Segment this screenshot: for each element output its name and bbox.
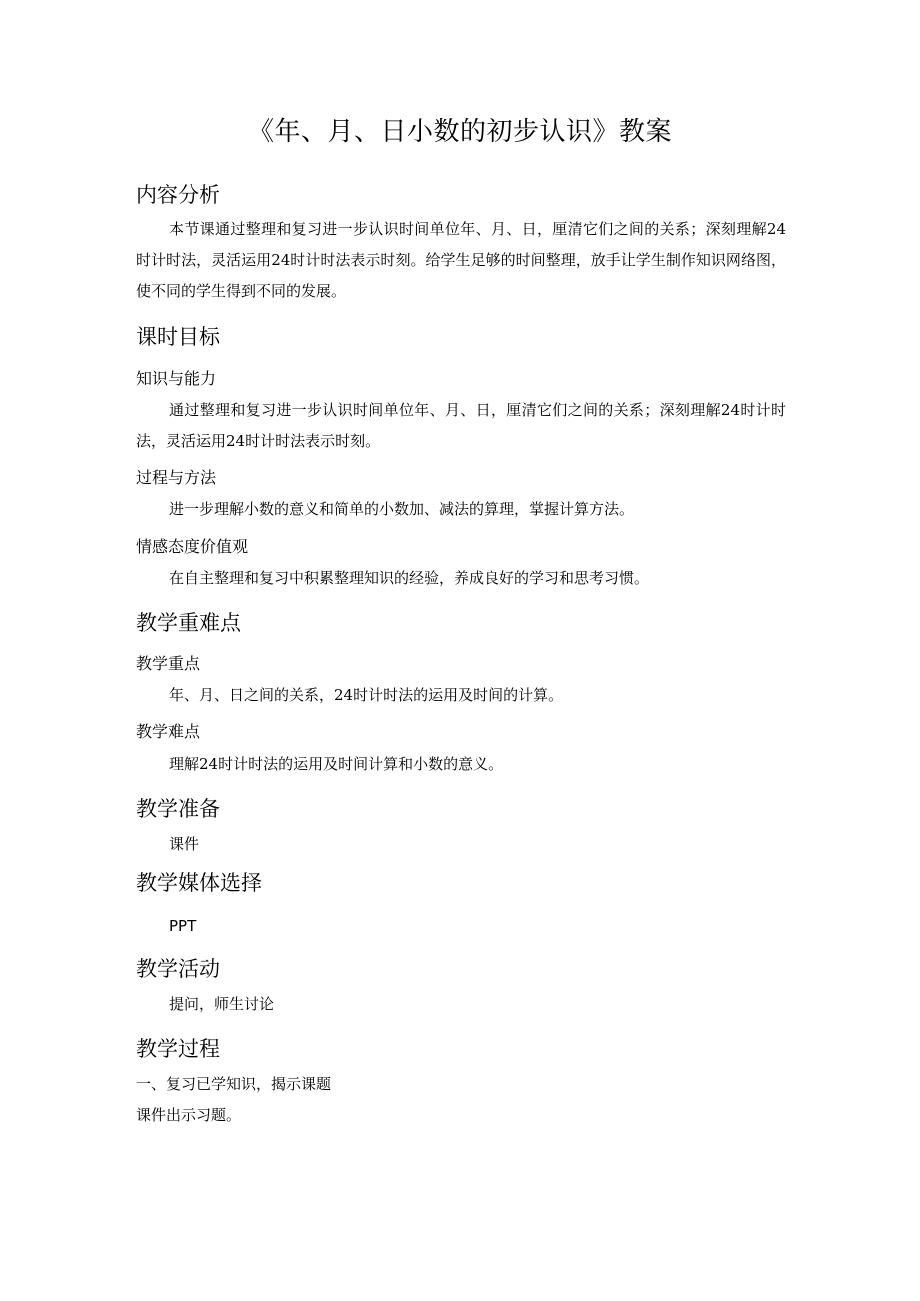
media-selection-heading: 教学媒体选择 <box>136 871 262 895</box>
activities-text: 提问，师生讨论 <box>169 995 275 1013</box>
process-method-heading: 过程与方法 <box>136 468 217 487</box>
teaching-focus-heading: 教学重点 <box>136 654 201 673</box>
content-analysis-text: 本节课通过整理和复习进一步认识时间单位年、月、日，厘清它们之间的关系；深刻理解24时计时法，灵活运用24时计时法表示时刻。给学生足够的时间整理，放手让学生制作知识网络图，使不同的学生得到不同的发展。 <box>136 220 786 300</box>
process-step-1-text: 课件出示习题。 <box>136 1106 242 1124</box>
preparation-heading: 教学准备 <box>136 797 220 821</box>
objectives-heading: 课时目标 <box>136 325 220 349</box>
document-title: 《年、月、日小数的初步认识》教案 <box>247 117 672 147</box>
teaching-process-heading: 教学过程 <box>136 1037 220 1061</box>
preparation-text: 课件 <box>169 835 200 853</box>
content-analysis-heading: 内容分析 <box>136 183 220 207</box>
attitude-values-text: 在自主整理和复习中积累整理知识的经验，养成良好的学习和思考习惯。 <box>169 569 650 587</box>
process-step-1: 一、复习已学知识，揭示课题 <box>136 1075 332 1093</box>
attitude-values-heading: 情感态度价值观 <box>136 537 249 556</box>
media-selection-text: PPT <box>169 917 197 935</box>
process-method-text: 进一步理解小数的意义和简单的小数加、减法的算理，掌握计算方法。 <box>169 500 635 518</box>
teaching-difficulty-heading: 教学难点 <box>136 722 201 741</box>
knowledge-ability-heading: 知识与能力 <box>136 369 217 388</box>
activities-heading: 教学活动 <box>136 957 220 981</box>
teaching-focus-text: 年、月、日之间的关系，24时计时法的运用及时间的计算。 <box>169 686 564 704</box>
key-difficult-points-heading: 教学重难点 <box>136 611 241 635</box>
teaching-difficulty-text: 理解24时计时法的运用及时间计算和小数的意义。 <box>169 755 504 773</box>
knowledge-ability-text: 通过整理和复习进一步认识时间单位年、月、日，厘清它们之间的关系；深刻理解24时计时法，灵活运用24时计时法表示时刻。 <box>136 401 786 450</box>
